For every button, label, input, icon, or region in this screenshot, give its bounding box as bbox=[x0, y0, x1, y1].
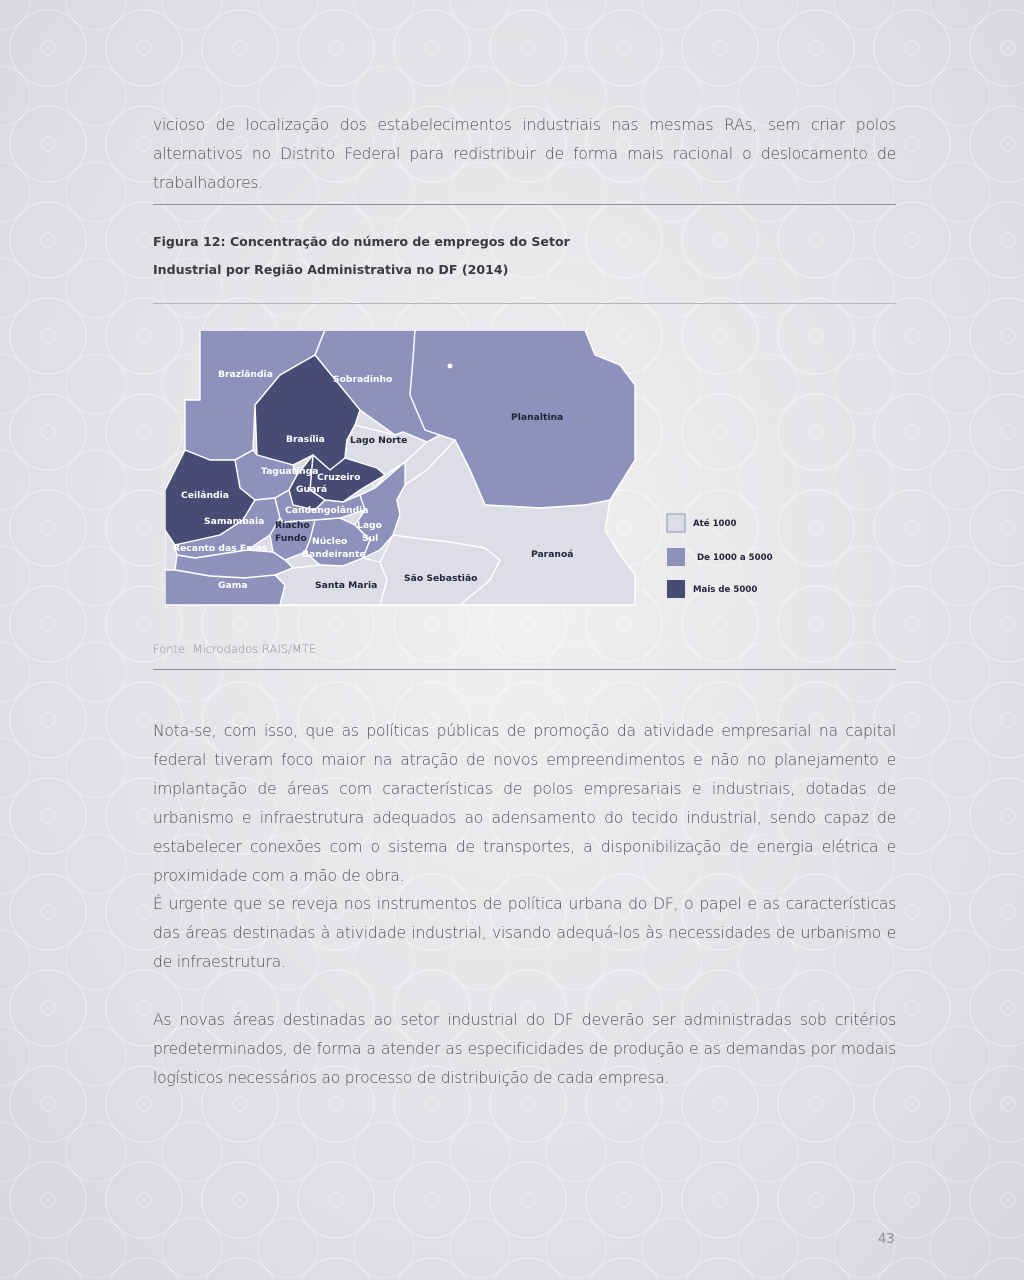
legend-label-low: Até 1000 bbox=[693, 519, 737, 529]
label-brazlandia: Brazlândia bbox=[218, 369, 273, 380]
label-recanto: Recanto das Emas bbox=[173, 543, 268, 554]
label-lago-sul-1: Lago bbox=[357, 520, 382, 531]
figure-title-rule bbox=[153, 303, 896, 304]
lake-dot bbox=[448, 364, 453, 369]
label-riacho-1: Riacho bbox=[275, 520, 310, 531]
legend-swatch-high bbox=[667, 580, 685, 598]
figure-bottom-rule bbox=[153, 669, 896, 670]
label-samambaia: Samambaia bbox=[204, 516, 265, 527]
legend-label-high: Mais de 5000 bbox=[693, 585, 758, 595]
legend-label-mid: De 1000 a 5000 bbox=[697, 553, 773, 563]
label-sao-sebastiao: São Sebastião bbox=[404, 573, 478, 584]
label-planaltina: Planaltina bbox=[511, 412, 564, 423]
label-brasilia: Brasília bbox=[286, 434, 325, 445]
label-lago-norte: Lago Norte bbox=[350, 435, 408, 446]
label-ceilandia: Ceilândia bbox=[181, 490, 229, 501]
label-sobradinho: Sobradinho bbox=[333, 374, 393, 385]
paragraph-1: Nota-se, com isso, que as políticas públicas de promoção da atividade empresarial na capital federal tiveram foco maior na atração de novos empreendimentos e não no planejamento e implantação de áreas com características de polos empresariais e industriais, dotadas de urbanismo e infraestrutura adequados ao adensamento do tecido industrial, sendo capaz de estabelecer conexões com o sistema de transportes, a disponibilização de energia elétrica e proximidade com a mão de obra. bbox=[153, 722, 896, 885]
label-riacho-2: Fundo bbox=[275, 533, 307, 544]
legend-swatch-mid bbox=[667, 548, 685, 566]
paragraph-2: É urgente que se reveja nos instrumentos de política urbana do DF, o papel e as características das áreas destinadas à atividade industrial, visando adequá-los às necessidades de urbanismo e de infraestrutura. bbox=[153, 895, 896, 971]
label-nucleo-1: Núcleo bbox=[312, 536, 348, 547]
figure-title bbox=[153, 228, 633, 284]
label-lago-sul-2: Sul bbox=[362, 533, 379, 544]
label-nucleo-2: Bandeirante bbox=[302, 549, 366, 560]
label-paranoa: Paranoá bbox=[531, 549, 574, 560]
employment-map bbox=[165, 330, 805, 610]
page-content bbox=[153, 0, 896, 1280]
figure-title-line-1: Figura 12: Concentração do número de empregos do Setor bbox=[153, 234, 570, 249]
label-gama: Gama bbox=[218, 580, 248, 591]
label-candangolandia: Candangolândia bbox=[285, 505, 369, 516]
figure-title-line-2: Industrial por Região Administrativa no DF (2014) bbox=[153, 262, 509, 277]
map-svg bbox=[165, 330, 805, 610]
paragraph-3: As novas áreas destinadas ao setor industrial do DF deverão ser administradas sob critérios predeterminados, de forma a atender as especificidades de produção e as demandas por modais logísticos necessários ao processo de distribuição de cada empresa. bbox=[153, 1011, 896, 1087]
label-cruzeiro: Cruzeiro bbox=[317, 472, 361, 483]
label-santa-maria: Santa Maria bbox=[315, 580, 378, 591]
figure-top-rule bbox=[153, 204, 896, 205]
label-guara: Guará bbox=[296, 484, 328, 495]
label-taguatinga: Taguatinga bbox=[261, 466, 319, 477]
legend-swatch-low bbox=[667, 514, 685, 532]
figure-source: Fonte: Microdados RAIS/MTE bbox=[153, 642, 317, 656]
intro-paragraph: vicioso de localização dos estabelecimentos industriais nas mesmas RAs, sem criar polos alternativos no Distrito Federal para redistribuir de forma mais racional o deslocamento de trabalhadores. bbox=[153, 116, 896, 192]
map-legend bbox=[667, 514, 773, 598]
page-number: 43 bbox=[878, 1232, 895, 1247]
